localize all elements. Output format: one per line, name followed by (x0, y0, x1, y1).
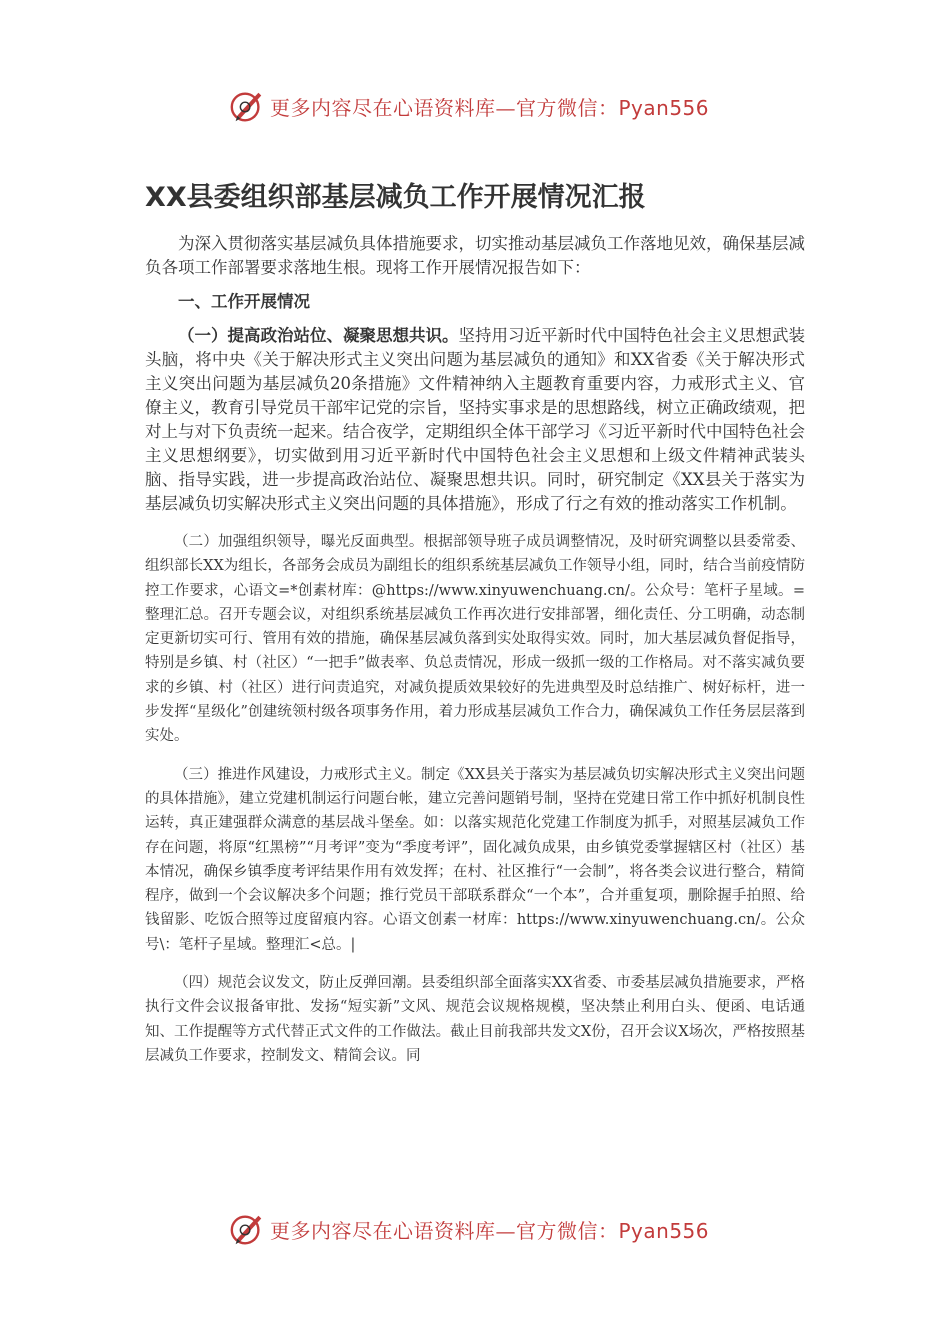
footer-banner (228, 1209, 709, 1249)
paragraph-item-3: （三）推进作风建设，力戒形式主义。制定《XX县关于落实为基层减负切实解决形式主义突出问题的具体措施》，建立党建机制运行问题台帐，建立完善问题销号制，坚持在党建日常工作中抓好机制良性运转，真正建强群众满意的基层战斗堡垒。如：以落实规范化党建工作制度为抓手，对照基层减负工作存在问题，将原“红黑榜”“月考评”变为“季度考评”，固化减负成果，由乡镇党委掌握辖区村（社区）基本情况，确保乡镇季度考评结果作用有效发挥；在村、社区推行“一会制”，将各类会议进行整合，精简程序，做到一个会议解决多个问题；推行党员干部联系群众“一个本”，合并重复项，删除握手拍照、给钱留影、吃饭合照等过度留痕内容。心语文创素一材库：https://www.xinyuwenchuang.cn/。公众号\：笔杆子星域。整理汇<总。| (145, 766, 805, 953)
document-body (145, 232, 805, 1068)
intro-paragraph: 为深入贯彻落实基层减负具体措施要求，切实推动基层减负工作落地见效，确保基层减负各项工作部署要求落地生根。现将工作开展情况报告如下： (145, 234, 805, 277)
document-title: XX县委组织部基层减负工作开展情况汇报 (145, 182, 646, 213)
banner-dash: — (495, 95, 516, 120)
item-1-lead: （一）提高政治站位、凝聚思想共识。 (178, 326, 459, 345)
pen-logo-icon (228, 87, 266, 125)
banner-wechat-label: 官方微信： (516, 95, 619, 120)
banner-wechat-id: Pyan556 (618, 1218, 710, 1243)
pen-logo-icon (228, 1210, 266, 1248)
paragraph-item-2: （二）加强组织领导，曝光反面典型。根据部领导班子成员调整情况，及时研究调整以县委常委、组织部长XX为组长，各部务会成员为副组长的组织系统基层减负工作领导小组，同时，结合当前疫情防控工作要求，心语文=*创素材库：@https://www.xinyuwenchuang.cn/。公众号：笔杆子星域。=整理汇总。召开专题会议，对组织系统基层减负工作再次进行安排部署，细化责任、分工明确，动态制定更新切实可行、管用有效的措施，确保基层减负落到实处取得实效。同时，加大基层减负督促指导，特别是乡镇、村（社区）“一把手”做表率、负总责情况，形成一级抓一级的工作格局。对不落实减负要求的乡镇、村（社区）进行问责追究，对减负提质效果较好的先进典型及时总结推广、树好标杆，进一步发挥“星级化”创建统领村级各项事务作用，着力形成基层减负工作合力，确保减负工作任务层层落到实处。 (145, 534, 805, 745)
banner-text (270, 92, 709, 121)
item-1-text: 坚持用习近平新时代中国特色社会主义思想武装头脑，将中央《关于解决形式主义突出问题为基层减负的通知》和XX省委《关于解决形式主义突出问题为基层减负20条措施》文件精神纳入主题教育重要内容，力戒形式主义、官僚主义，教育引导党员干部牢记党的宗旨，坚持实事求是的思想路线，树立正确政绩观，把对上与对下负责统一起来。结合夜学，定期组织全体干部学习《习近平新时代中国特色社会主义思想纲要》，切实做到用习近平新时代中国特色社会主义思想和上级文件精神武装头脑、指导实践，进一步提高政治站位、凝聚思想共识。同时，研究制定《XX县关于落实为基层减负切实解决形式主义突出问题的具体措施》，形成了行之有效的推动落实工作机制。 (145, 326, 805, 513)
paragraph-item-1 (145, 324, 805, 516)
banner-wechat-id: Pyan556 (618, 95, 710, 120)
banner-wechat-label: 官方微信： (516, 1218, 619, 1243)
banner-dash: — (495, 1218, 516, 1243)
section-heading: 一、工作开展情况 (178, 292, 310, 311)
banner-text (270, 1215, 709, 1244)
banner-main: 更多内容尽在心语资料库 (270, 95, 496, 120)
paragraph-item-4: （四）规范会议发文，防止反弹回潮。县委组织部全面落实XX省委、市委基层减负措施要求，严格执行文件会议报备审批、发扬“短实新”文风、规范会议规格规模，坚决禁止利用白头、便函、电话通知、工作提醒等方式代替正式文件的工作做法。截止目前我部共发文X份，召开会议X场次，严格按照基层减负工作要求，控制发文、精简会议。同 (145, 975, 805, 1064)
header-banner (228, 86, 709, 126)
banner-main: 更多内容尽在心语资料库 (270, 1218, 496, 1243)
